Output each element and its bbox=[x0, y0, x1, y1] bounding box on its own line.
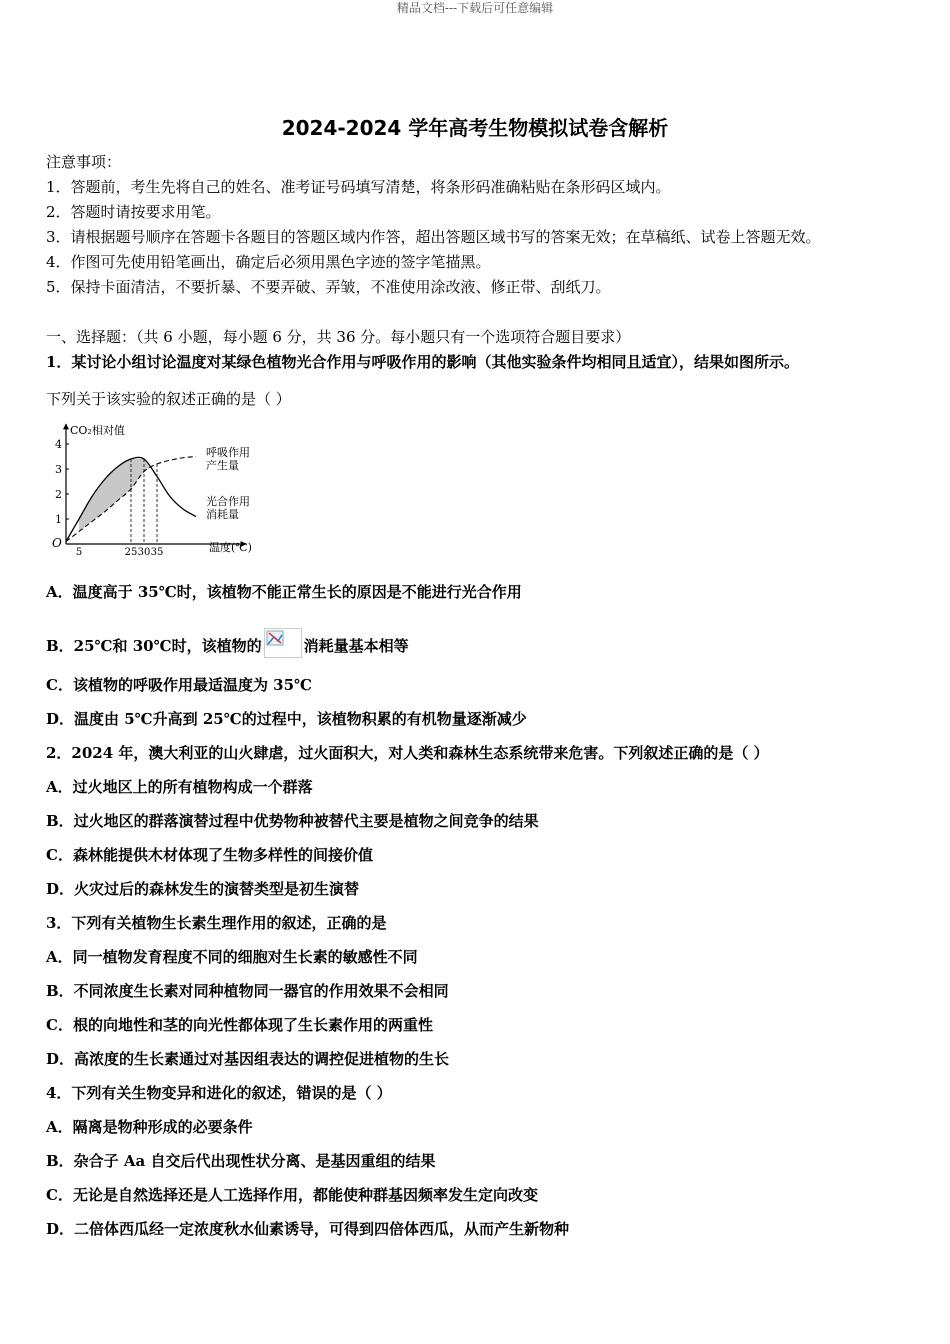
question-1-stem: 1．某讨论小组讨论温度对某绿色植物光合作用与呼吸作用的影响（其他实验条件均相同且适宜），结果如图所示。 bbox=[46, 353, 799, 371]
y-tick-label: 4 bbox=[55, 438, 62, 451]
origin-label: O bbox=[52, 536, 62, 550]
q1-option-b-tail: 消耗量基本相等 bbox=[303, 637, 409, 655]
q2-option-b[interactable]: B．过火地区的群落演替过程中优势物种被替代主要是植物之间竞争的结果 bbox=[46, 812, 539, 830]
question-1-stem-2: 下列关于该实验的叙述正确的是（ ） bbox=[46, 390, 291, 408]
q1-option-d[interactable]: D．温度由 5℃升高到 25℃的过程中，该植物积累的有机物量逐渐减少 bbox=[46, 710, 527, 728]
y-tick-label: 3 bbox=[55, 463, 62, 476]
x-tick-label: 5 bbox=[75, 547, 83, 558]
q2-option-a[interactable]: A．过火地区上的所有植物构成一个群落 bbox=[46, 778, 313, 796]
q1-option-a[interactable]: A．温度高于 35℃时，该植物不能正常生长的原因是不能进行光合作用 bbox=[46, 583, 522, 601]
q1-option-b[interactable] bbox=[46, 628, 409, 658]
question-4-stem: 4．下列有关生物变异和进化的叙述，错误的是（ ） bbox=[46, 1084, 392, 1102]
page-title: 2024-2024 学年高考生物模拟试卷含解析 bbox=[281, 116, 669, 140]
watermark-text: 精品文档---下载后可任意编辑 bbox=[396, 1, 554, 15]
legend-respiration-line2: 产生量 bbox=[206, 459, 239, 472]
q1-option-b-text: B．25℃和 30℃时，该植物的 bbox=[46, 637, 262, 655]
legend-respiration-line1: 呼吸作用 bbox=[206, 446, 250, 459]
y-tick-label: 1 bbox=[55, 513, 62, 526]
legend-photosynthesis-line1: 光合作用 bbox=[206, 495, 250, 508]
question-2-stem: 2．2024 年，澳大利亚的山火肆虐，过火面积大，对人类和森林生态系统带来危害。下列叙述正确的是（ ） bbox=[46, 744, 769, 762]
note-item: 5．保持卡面清洁，不要折暴、不要弄破、弄皱，不准使用涂改液、修正带、刮纸刀。 bbox=[46, 278, 611, 296]
note-item: 2．答题时请按要求用笔。 bbox=[46, 203, 221, 221]
section-heading: 一、选择题：（共 6 小题，每小题 6 分，共 36 分。每小题只有一个选项符合题目要求） bbox=[46, 328, 631, 346]
legend-photosynthesis-line2: 消耗量 bbox=[206, 508, 239, 521]
q4-option-a[interactable]: A．隔离是物种形成的必要条件 bbox=[46, 1118, 253, 1136]
notes-heading: 注意事项： bbox=[46, 153, 122, 171]
co2-temperature-chart bbox=[46, 418, 266, 558]
x-tick-label: 30 bbox=[137, 547, 151, 558]
q2-option-c[interactable]: C．森林能提供木材体现了生物多样性的间接价值 bbox=[46, 846, 373, 864]
note-item: 1．答题前，考生先将自己的姓名、准考证号码填写清楚，将条形码准确粘贴在条形码区域内。 bbox=[46, 178, 671, 196]
q3-option-c[interactable]: C．根的向地性和茎的向光性都体现了生长素作用的两重性 bbox=[46, 1016, 433, 1034]
y-axis-label: CO₂相对值 bbox=[70, 424, 125, 437]
q3-option-b[interactable]: B．不同浓度生长素对同种植物同一器官的作用效果不会相同 bbox=[46, 982, 449, 1000]
x-axis-label: 温度(℃) bbox=[209, 541, 252, 554]
note-item: 4．作图可先使用铅笔画出，确定后必须用黑色字迹的签字笔描黑。 bbox=[46, 253, 491, 271]
x-tick-label: 25 bbox=[124, 547, 138, 558]
q3-option-a[interactable]: A．同一植物发育程度不同的细胞对生长素的敏感性不同 bbox=[46, 948, 418, 966]
broken-image-icon bbox=[264, 628, 302, 658]
q4-option-d[interactable]: D．二倍体西瓜经一定浓度秋水仙素诱导，可得到四倍体西瓜，从而产生新物种 bbox=[46, 1220, 570, 1238]
x-tick-label: 35 bbox=[150, 547, 164, 558]
question-3-stem: 3．下列有关植物生长素生理作用的叙述，正确的是 bbox=[46, 914, 387, 932]
q4-option-b[interactable]: B．杂合子 Aa 自交后代出现性状分离、是基因重组的结果 bbox=[46, 1152, 436, 1170]
y-tick-label: 2 bbox=[55, 488, 62, 501]
q3-option-d[interactable]: D．高浓度的生长素通过对基因组表达的调控促进植物的生长 bbox=[46, 1050, 450, 1068]
note-item: 3．请根据题号顺序在答题卡各题目的答题区域内作答，超出答题区域书写的答案无效；在草稿纸、试卷上答题无效。 bbox=[46, 228, 821, 246]
q4-option-c[interactable]: C．无论是自然选择还是人工选择作用，都能使种群基因频率发生定向改变 bbox=[46, 1186, 538, 1204]
q1-option-c[interactable]: C．该植物的呼吸作用最适温度为 35℃ bbox=[46, 676, 313, 694]
shaded-area bbox=[79, 459, 152, 532]
q2-option-d[interactable]: D．火灾过后的森林发生的演替类型是初生演替 bbox=[46, 880, 360, 898]
